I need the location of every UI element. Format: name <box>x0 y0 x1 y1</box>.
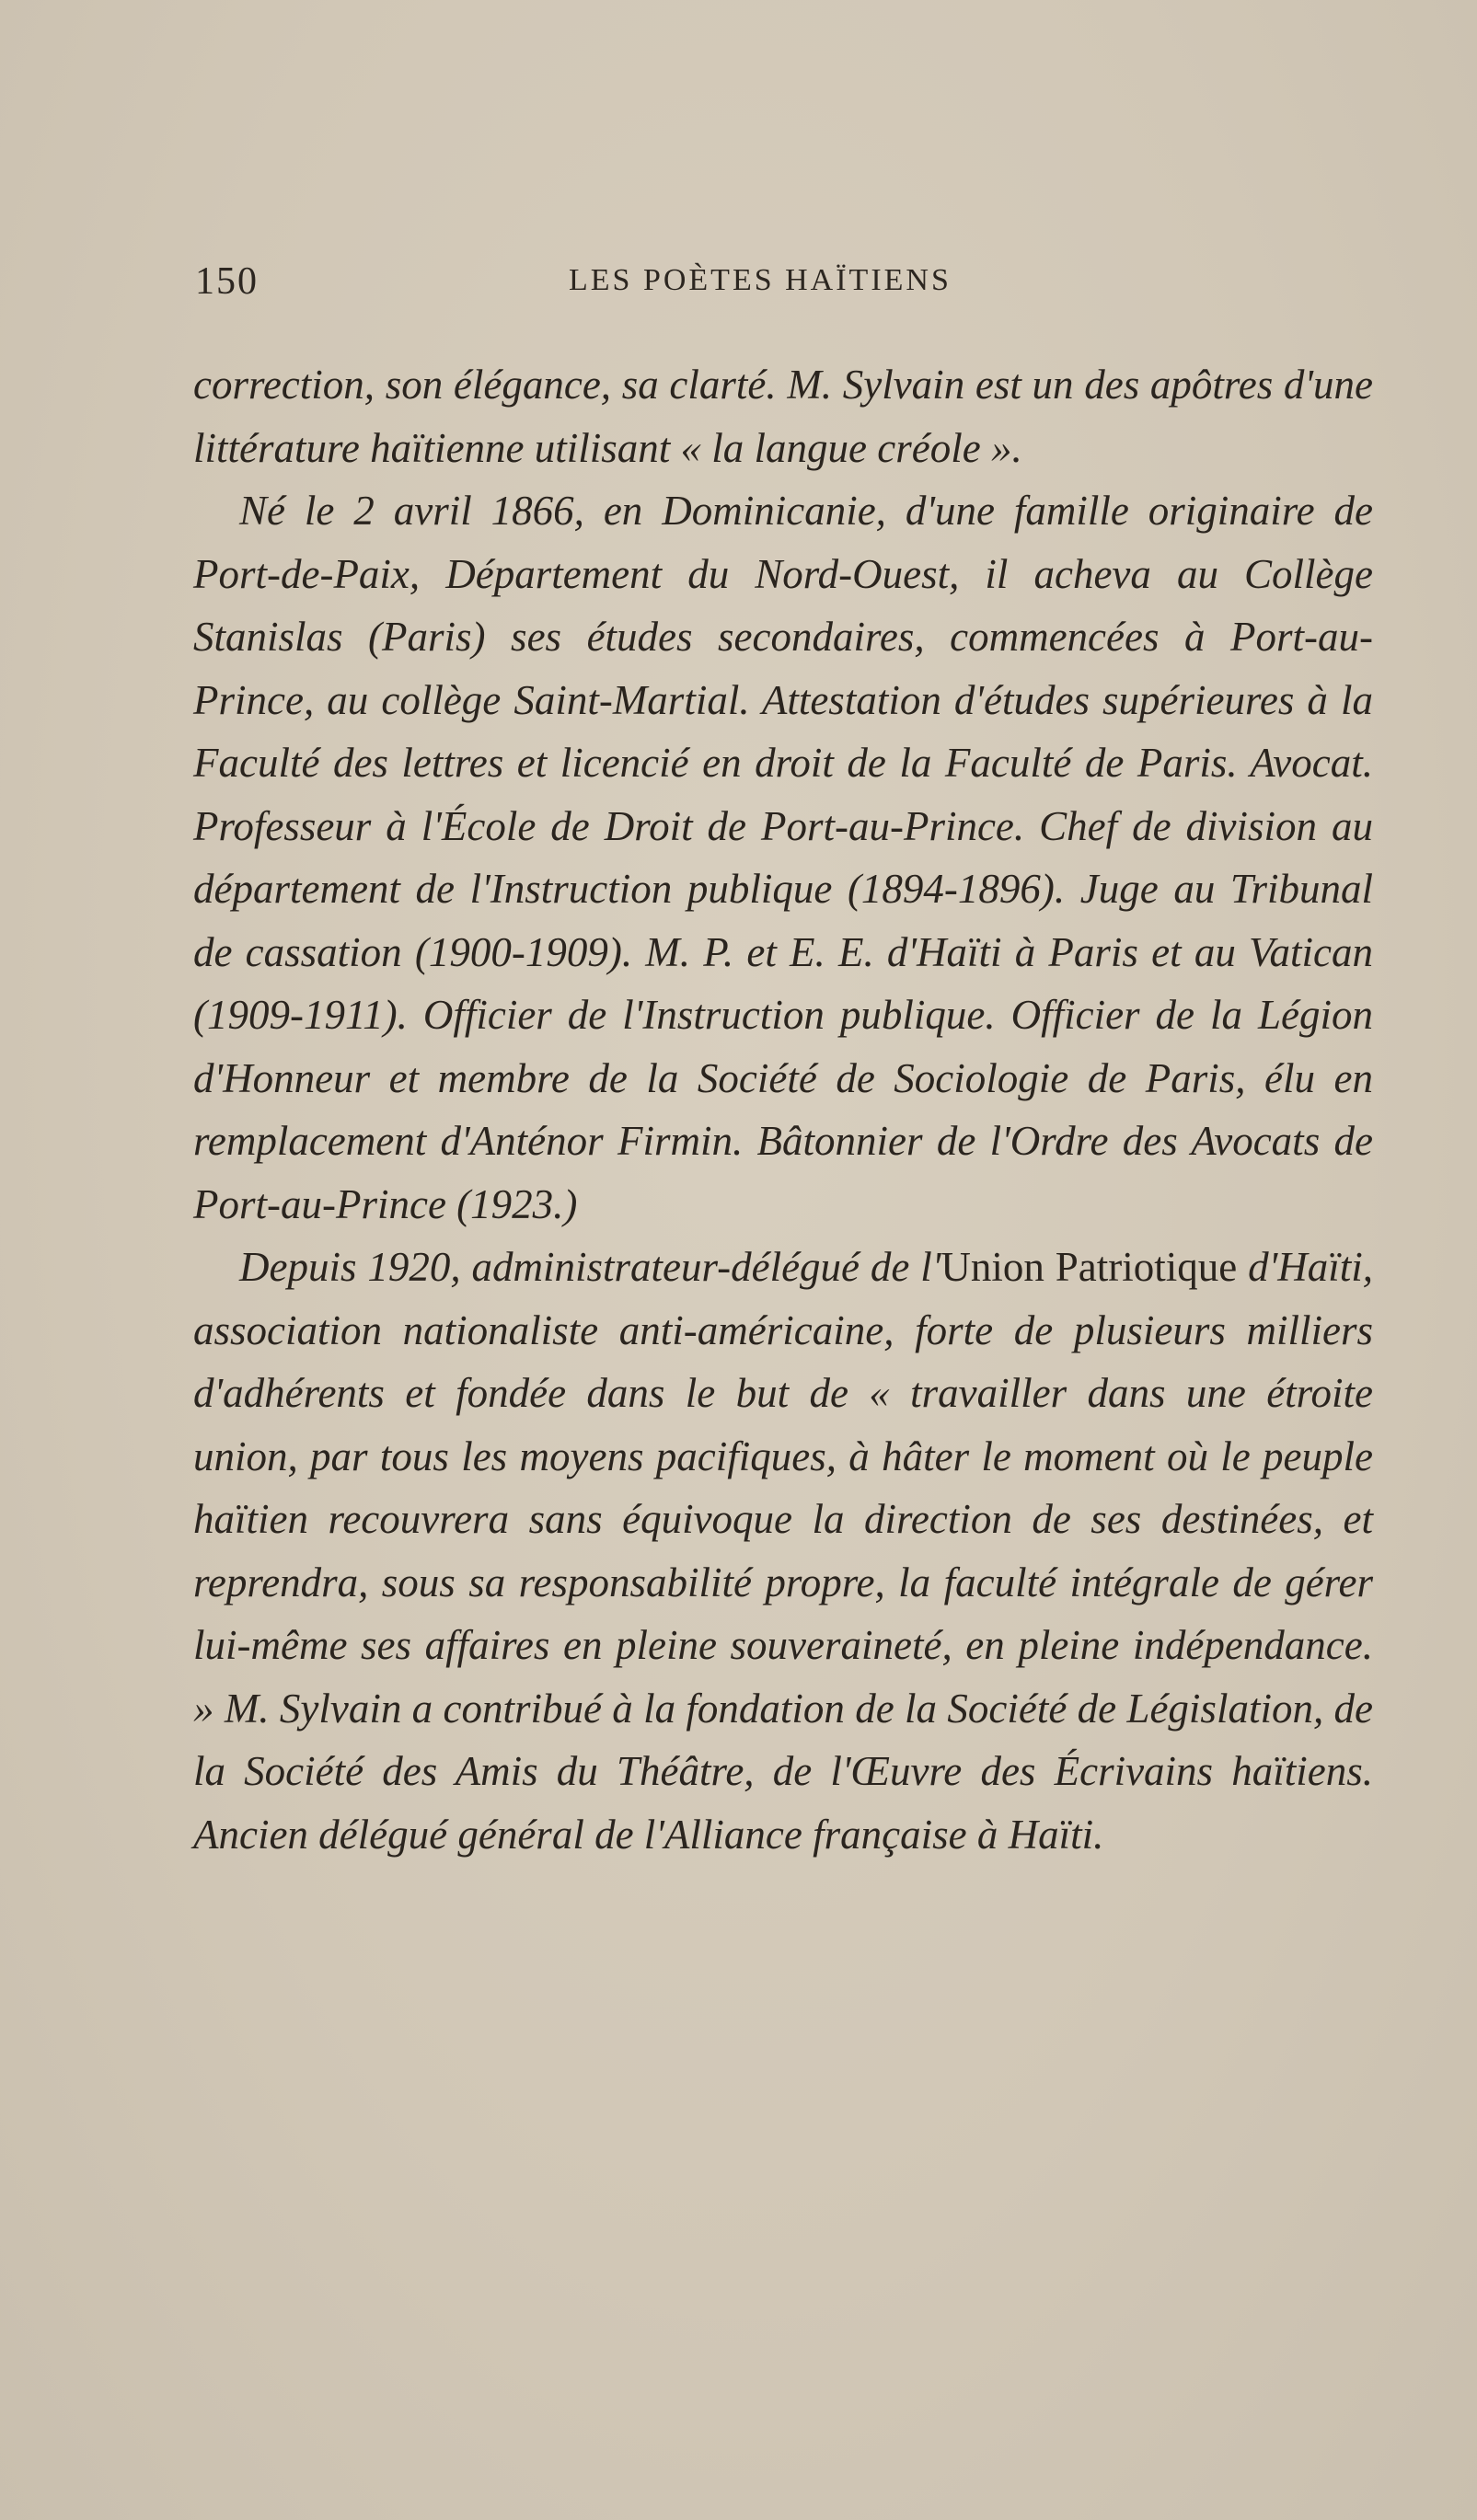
paragraph-biography: Né le 2 avril 1866, en Dominicanie, d'une famille originaire de Port-de-Paix, Département du Nord-Ouest, il acheva au Collège Stanislas (Paris) ses études secondaires, commencées à Port-au-Prince, au collège Saint-Martial. Attestation d'études supérieures à la Faculté des lettres et licencié en droit de la Faculté de Paris. Avocat. Professeur à l'École de Droit de Port-au-Prince. Chef de division au département de l'Instruction publique (1894-1896). Juge au Tribunal de cassation (1900-1909). M. P. et E. E. d'Haïti à Paris et au Vatican (1909-1911). Officier de l'Instruction publique. Officier de la Légion d'Honneur et membre de la Société de Sociologie de Paris, élu en remplacement d'Anténor Firmin. Bâtonnier de l'Ordre des Avocats de Port-au-Prince (1923.) <box>193 488 1373 1227</box>
paragraph-union-part-a: Depuis 1920, administrateur-délégué de l' <box>239 1244 941 1290</box>
paragraph-continuation: correction, son élégance, sa clarté. M. Sylvain est un des apôtres d'une littérature haïtienne utilisant « la langue créole ». <box>193 362 1373 471</box>
running-title: LES POÈTES HAÏTIENS <box>569 263 952 297</box>
paragraph-union-patriotique <box>193 1236 1373 1866</box>
page-number: 150 <box>195 260 259 303</box>
paragraph-union-part-c: d'Haïti, association nationaliste anti-américaine, forte de plusieurs milliers d'adhérents et fondée dans le but de « travailler dans une étroite union, par tous les moyens pacifiques, à hâter le moment où le peuple haïtien recouvrera sans équivoque la direction de ses destinées, et reprendra, sous sa responsabilité propre, la faculté intégrale de gérer lui-même ses affaires en pleine souveraineté, en pleine indépendance. » M. Sylvain a contribué à la fondation de la Société de Législation, de la Société des Amis du Théâtre, de l'Œuvre des Écrivains haïtiens. Ancien délégué général de l'Alliance française à Haïti. <box>193 1244 1374 1858</box>
body-text <box>193 353 1373 1866</box>
union-patriotique-name: Union Patriotique <box>940 1244 1238 1290</box>
